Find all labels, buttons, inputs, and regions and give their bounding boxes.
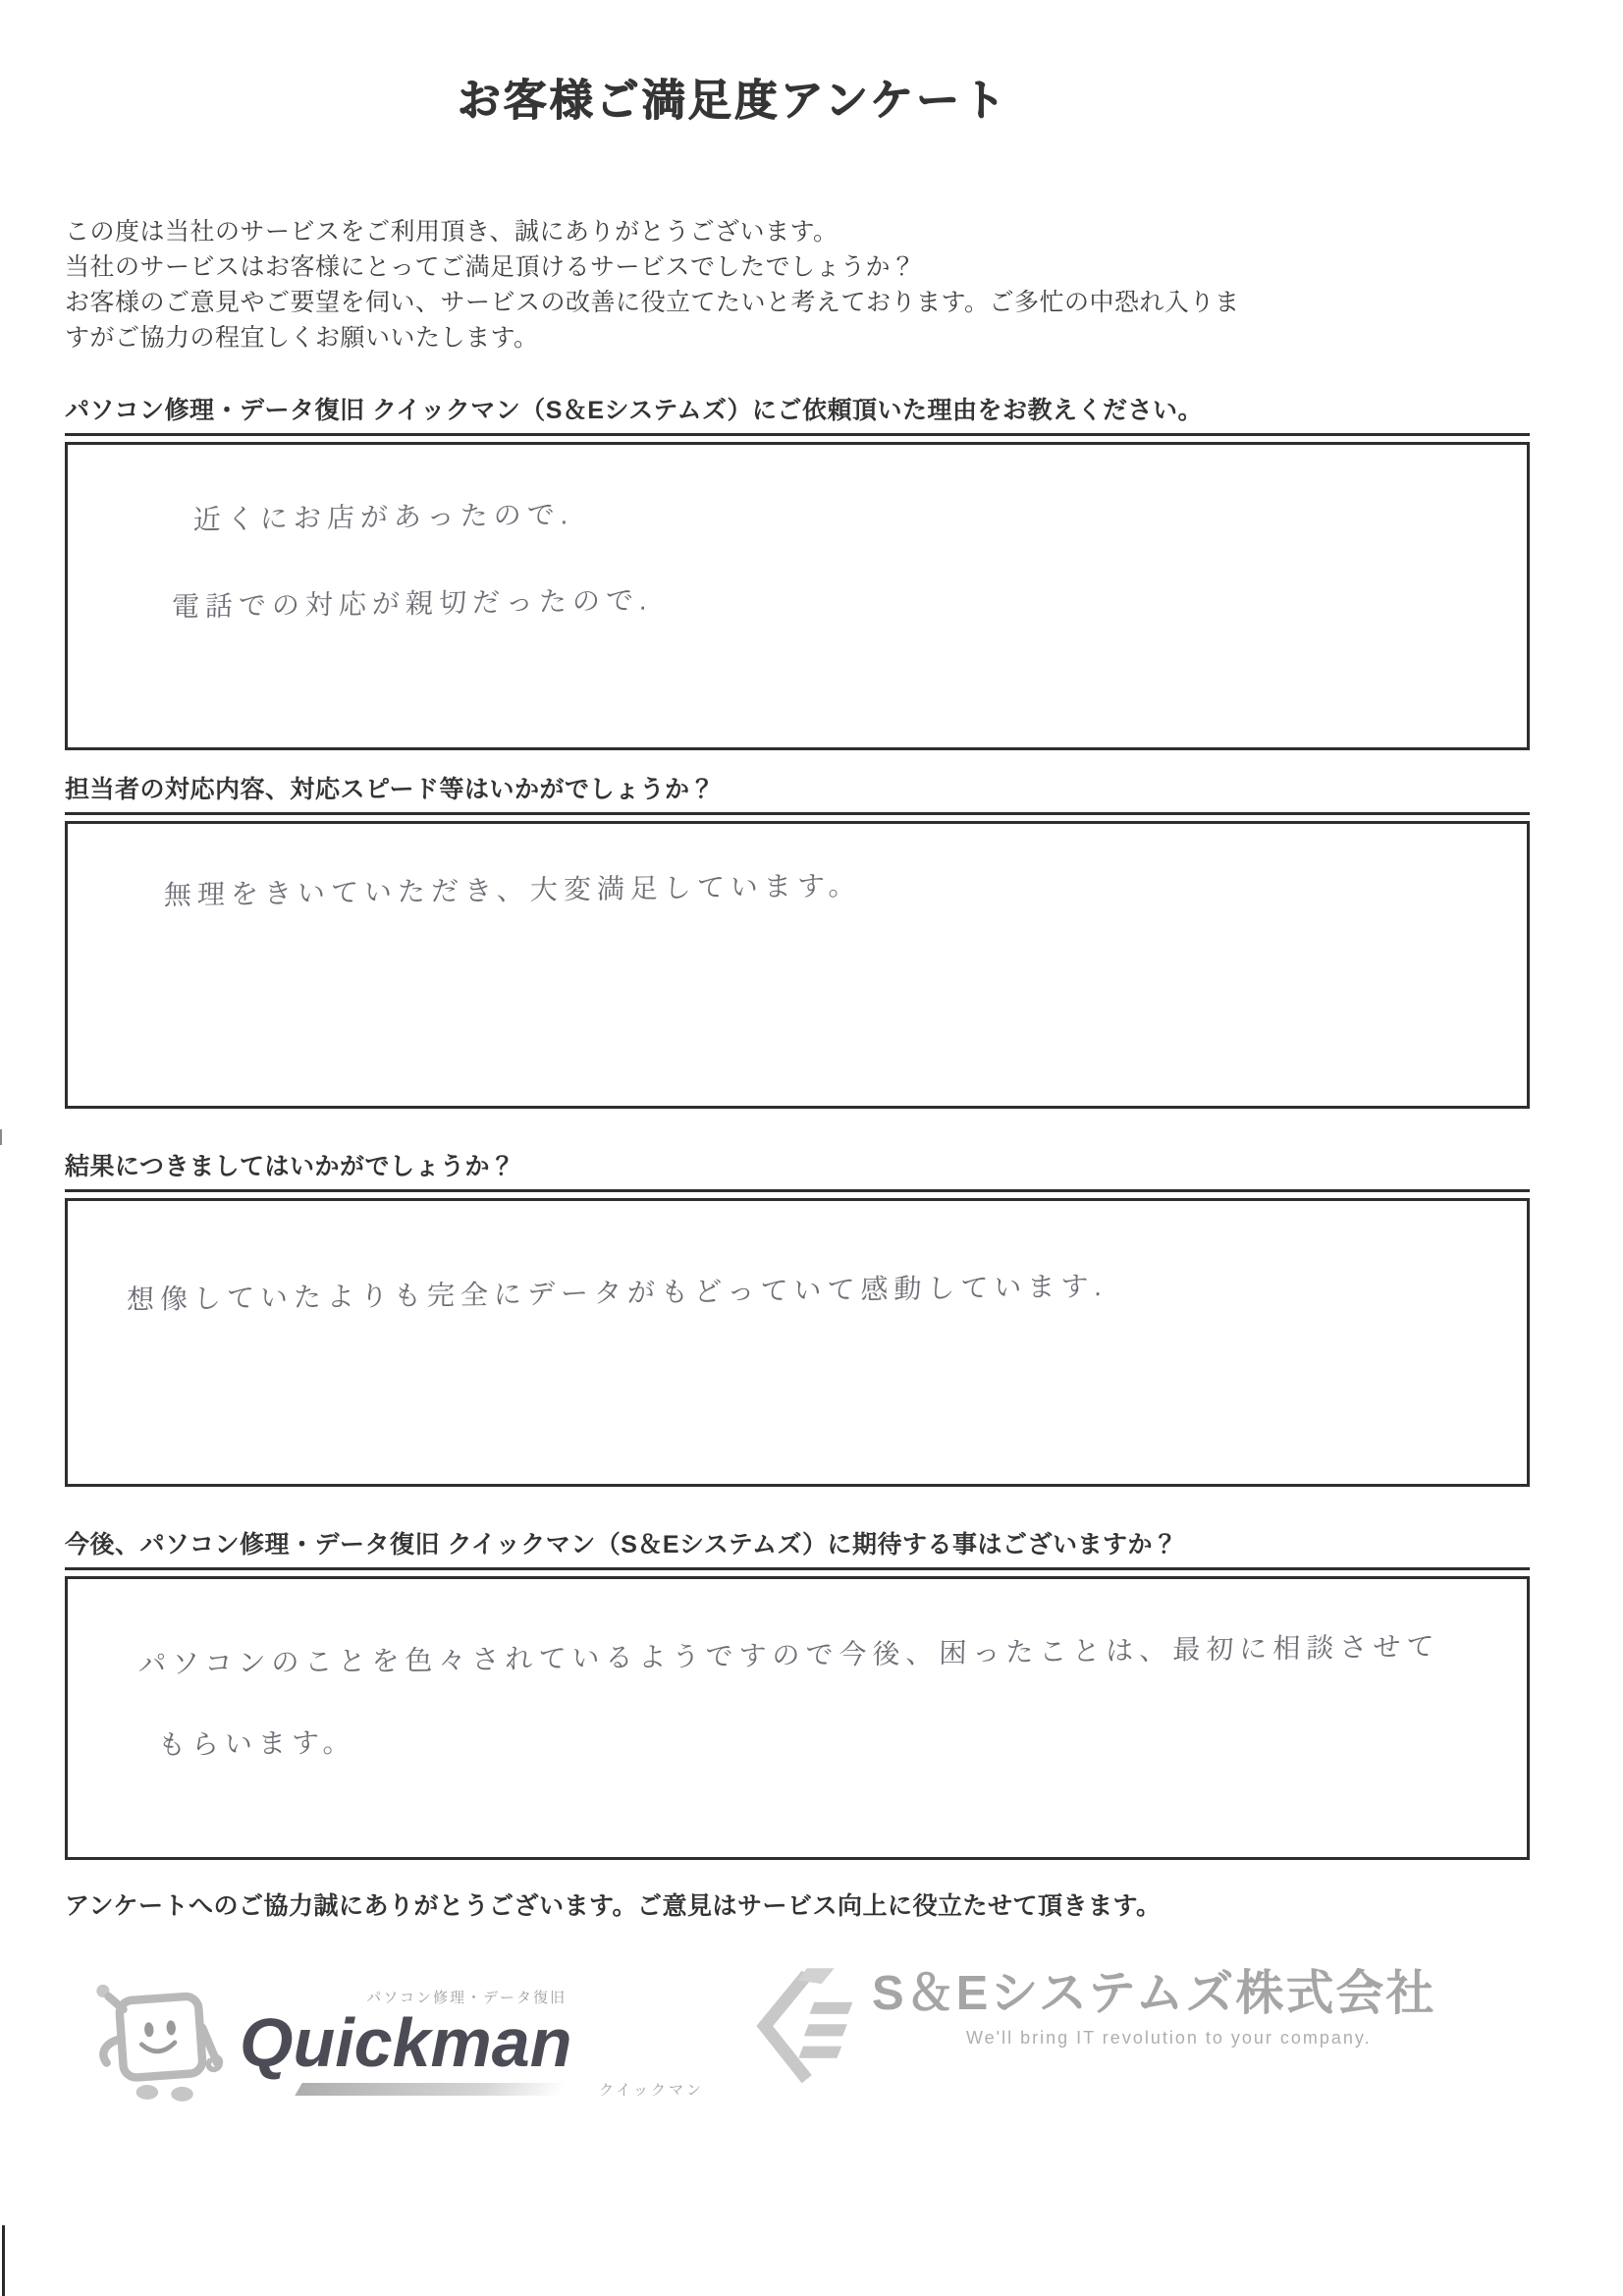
quickman-katakana-tagline: クイックマン — [599, 2081, 704, 2099]
question-4-label: 今後、パソコン修理・データ復旧 クイックマン（S＆Eシステムズ）に期待する事はございますか？ — [65, 1525, 1530, 1570]
se-text-block — [872, 1965, 1435, 2049]
page-title: お客様ご満足度アンケート — [457, 77, 1009, 125]
handwritten-answer-line: 近くにお店があったので. — [192, 499, 574, 535]
handwritten-answer-line: もらいます。 — [157, 1726, 357, 1761]
quickman-swoosh-row — [298, 2079, 704, 2100]
se-logo-icon — [748, 1965, 858, 2089]
intro-line: すがご協力の程宜しくお願いいたします。 — [65, 324, 539, 352]
closing-thanks-text: アンケートへのご協力誠にありがとうございます。ご意見はサービス向上に役立たせて頂きます。 — [65, 1892, 1162, 1920]
quickman-logo — [86, 1967, 704, 2114]
handwritten-answer-line: パソコンのことを色々されているようですので今後、困ったことは、最初に相談させて — [137, 1630, 1440, 1680]
question-section-1 — [65, 391, 1530, 750]
quickman-brand-text: Quickman — [240, 2003, 572, 2081]
swoosh-underline-shape — [295, 2083, 568, 2096]
quickman-mascot-icon — [86, 1967, 234, 2114]
intro-line: この度は当社のサービスをご利用頂き、誠にありがとうございます。 — [65, 218, 839, 246]
question-3-label: 結果につきましてはいかがでしょうか？ — [65, 1147, 1530, 1192]
quickman-wordmark-block — [240, 1983, 704, 2100]
question-1-label: パソコン修理・データ復旧 クイックマン（S＆Eシステムズ）にご依頼頂いた理由をお教えください。 — [65, 391, 1530, 436]
se-company-name: S＆Eシステムズ株式会社 — [872, 1967, 1436, 2020]
handwritten-answer-line: 無理をきいていただき、大変満足しています。 — [163, 870, 862, 910]
question-section-2 — [65, 770, 1530, 1109]
answer-box-2 — [65, 821, 1530, 1109]
quickman-services-tagline: パソコン修理・データ復旧 — [366, 1989, 567, 2006]
question-section-3 — [65, 1147, 1530, 1487]
answer-box-4 — [65, 1576, 1530, 1860]
handwritten-answer-line: 電話での対応が親切だったので. — [171, 584, 654, 623]
intro-paragraph — [65, 214, 1564, 355]
answer-box-3 — [65, 1198, 1530, 1487]
scan-artifact — [0, 1129, 2, 1145]
question-section-4 — [65, 1525, 1530, 1860]
intro-line: お客様のご意見やご要望を伺い、サービスの改善に役立てたいと考えております。ご多忙の中恐れ入りま — [65, 289, 1240, 316]
scan-artifact — [2, 2225, 5, 2296]
footer-logos — [0, 1959, 1623, 2175]
handwritten-answer-line: 想像していたよりも完全にデータがもどっていて感動しています. — [126, 1271, 1109, 1315]
se-systems-logo — [748, 1965, 1435, 2089]
answer-box-1 — [65, 442, 1530, 750]
intro-line: 当社のサービスはお客様にとってご満足頂けるサービスでしたでしょうか？ — [65, 253, 916, 281]
question-2-label: 担当者の対応内容、対応スピード等はいかがでしょうか？ — [65, 770, 1530, 815]
se-english-tagline: We'll bring IT revolution to your company. — [966, 2028, 1372, 2048]
